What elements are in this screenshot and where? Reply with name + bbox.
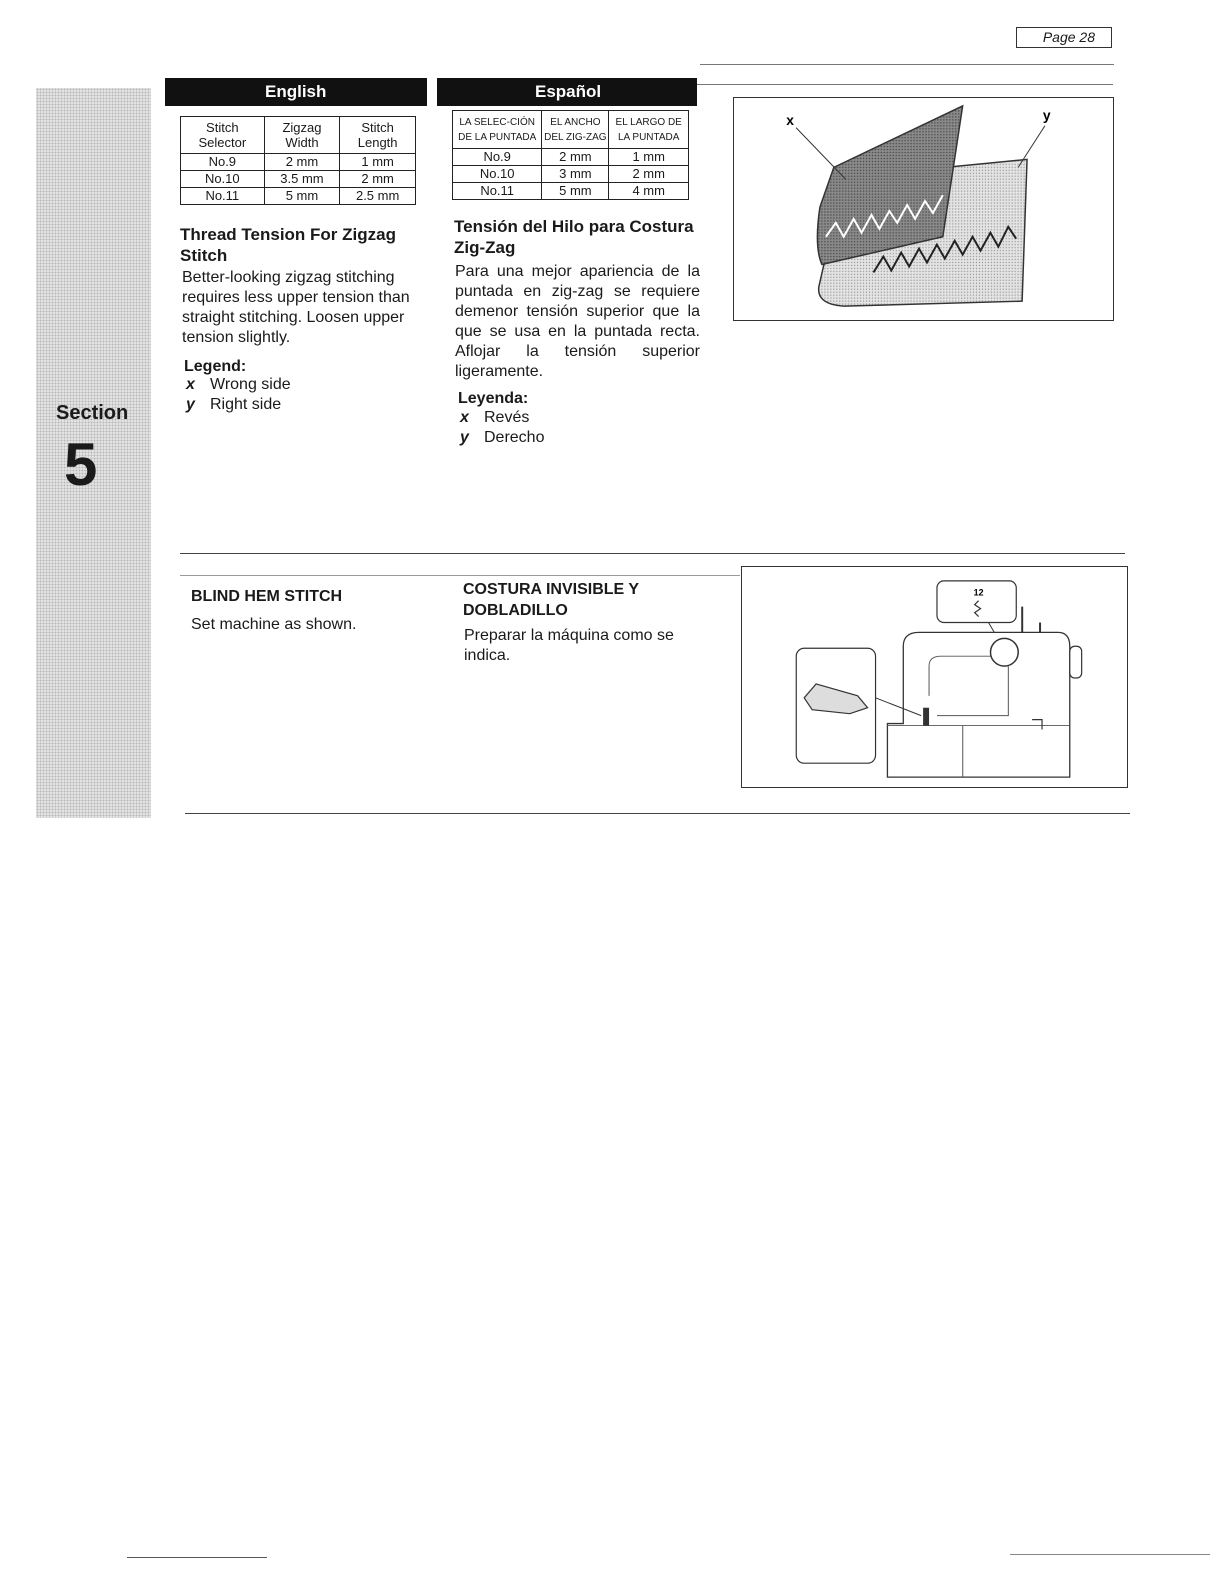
blind-hem-heading-spanish: COSTURA INVISIBLE Y DOBLADILLO [463,581,639,619]
page-number: Page 28 [1016,27,1112,48]
header-rule [700,64,1114,65]
table-cell: 1 mm [609,149,689,166]
language-header-english: English [165,78,427,106]
fabric-illustration [734,98,1113,320]
needle-bar [923,708,929,726]
section-divider [180,553,1125,554]
legend-item [186,395,281,415]
table-cell: 2 mm [340,171,416,188]
table-row [453,166,689,183]
table-header-cell: Stitch Length [340,117,416,154]
table-cell: 2 mm [542,149,609,166]
table-header-cell: Stitch Selector [181,117,265,154]
sewing-machine-illustration [742,567,1127,787]
section-number: 5 [64,431,98,498]
legend-item [186,375,291,395]
stitch-table-spanish [452,110,689,200]
legend-text: Revés [484,409,530,426]
table-cell: No.10 [453,166,542,183]
table-row [181,154,416,171]
legend-text: Derecho [484,429,545,446]
table-cell: No.11 [181,188,265,205]
table-row [453,183,689,200]
language-header-spanish: Español [437,78,697,106]
zigzag-fabric-figure [733,97,1114,321]
blind-hem-body-english: Set machine as shown. [191,616,357,633]
legend-text: Wrong side [210,376,291,393]
table-header-cell: EL ANCHO DEL ZIG-ZAG [542,111,609,149]
footer-link-line [127,1557,267,1558]
table-cell: 5 mm [542,183,609,200]
table-cell: 1 mm [340,154,416,171]
dial-number: 12 [973,587,984,598]
table-row [181,188,416,205]
zigzag-heading-spanish: Tensión del Hilo para Costura Zig-Zag [454,217,694,257]
table-cell: 2 mm [609,166,689,183]
table-header-cell: Zigzag Width [264,117,340,154]
zigzag-heading-english: Thread Tension For Zigzag Stitch [180,225,396,265]
table-cell: 5 mm [264,188,340,205]
table-cell: 4 mm [609,183,689,200]
table-cell: No.11 [453,183,542,200]
table-row [181,171,416,188]
bottom-rule [185,813,1130,814]
machine-body [887,632,1069,777]
blind-hem-heading-english: BLIND HEM STITCH [191,588,343,605]
label-y: y [1042,106,1051,123]
legend-key: x [186,376,195,393]
table-cell: No.9 [453,149,542,166]
language-bar-rule [697,84,1113,85]
pointer-x [796,128,846,180]
table-cell: 3 mm [542,166,609,183]
table-header-cell: LA SELEC-CIÓN DE LA PUNTADA [453,111,542,149]
legend-text: Right side [210,396,282,413]
table-cell: 2.5 mm [340,188,416,205]
legend-item [460,408,529,428]
footer-dotted-line [1010,1554,1210,1555]
label-x: x [786,111,794,128]
legend-item [460,428,544,448]
table-header-row [453,111,689,149]
legend-key: y [186,396,195,413]
legend-key: y [460,429,469,446]
table-cell: No.9 [181,154,265,171]
zigzag-body-spanish: Para una mejor apariencia de la puntada en zig-zag se requiere demenor tensión superior que la que se usa en la puntada recta. Aflojar la tensión superior ligeramente. [455,263,700,380]
legend-title-spanish: Leyenda: [458,390,529,407]
stitch-table-english [180,116,416,205]
blind-hem-body-spanish: Preparar la máquina como se indica. [464,627,674,664]
handwheel [1070,646,1082,678]
table-header-row [181,117,416,154]
legend-title-english: Legend: [184,358,247,375]
section-label: Section [56,402,129,424]
table-cell: 3.5 mm [264,171,340,188]
table-row [453,149,689,166]
pointer-y [1018,126,1045,168]
sewing-machine-figure [741,566,1128,788]
stitch-selector-dial [990,638,1018,666]
table-cell: 2 mm [264,154,340,171]
table-cell: No.10 [181,171,265,188]
section-divider-thin [180,575,740,576]
legend-key: x [460,409,469,426]
zigzag-body-english: Better-looking zigzag stitching requires less upper tension than straight stitching. Loosen upper tension slightly. [182,269,410,346]
table-header-cell: EL LARGO DE LA PUNTADA [609,111,689,149]
